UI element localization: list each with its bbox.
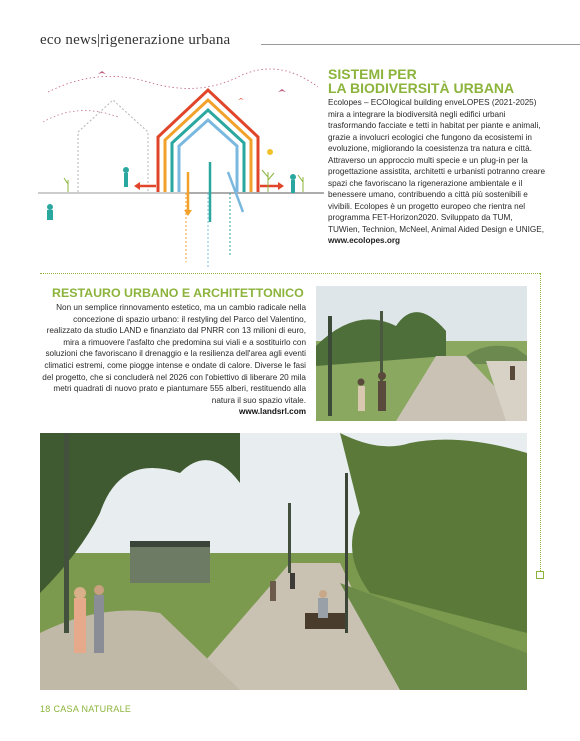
biodiversity-diagram	[38, 62, 324, 267]
page-number: 18	[40, 704, 51, 714]
park-path-photo	[316, 286, 527, 421]
section2-body: Non un semplice rinnovamento estetico, ma un cambio radicale nella concezione di spazio urbano: il restyling del Parco del Valentino, realizzato da studio LAND e finanziato dal PNRR con 13 milioni di euro, mira a rimuovere l'asfalto che predomina sui viali e a sostituirlo con soluzioni che favoriscano il drenaggio e la resilienza dell'area agli eventi climatici estremi, come piogge intense e ondate di calore. Diverse le fasi del progetto, che si concluderà nel 2026 con l'obiettivo di liberare 20 mila metri quadrati di nuovo prato e piantumare 555 alberi, restituendo alla natura il suo spazio vitale. www.landsrl.com	[40, 302, 306, 418]
ecolopes-link[interactable]: www.ecolopes.org	[328, 236, 401, 245]
page-footer	[40, 704, 131, 714]
ecological-envelope-layers	[158, 90, 258, 192]
section1-title: SISTEMI PER LA BIODIVERSITÀ URBANA	[328, 66, 515, 96]
landsrl-link[interactable]: www.landsrl.com	[238, 407, 306, 417]
insect-icon	[267, 149, 273, 155]
plant-icons	[64, 170, 303, 192]
root-lines	[186, 193, 230, 267]
left-house-outline	[78, 100, 148, 192]
section1-body: Ecolopes – ECOlogical building enveLOPES (2021-2025) mira a integrare la biodiversità negli edifici urbani trasformando facciate e tetti in habitat per piante e animali, grazie a involucri ecologici che fungono da ecosistemi in evoluzione, migliorando la coesistenza tra natura e città. Attraverso un approccio multi specie e un plug-in per la progettazione assistita, architetti e urbanisti potranno creare spazi che favoriscano la rigenerazione ambientale e il benessere umano, contribuendo a città più sostenibili e vivibili. Ecolopes è un progetto europeo che rientra nel programma FET-Horizon2020. Sviluppato da TUM, TUWien, Technion, McNeel, Animal Aided Design e UNIGE, www.ecolopes.org	[328, 98, 546, 245]
magazine-name: CASA NATURALE	[53, 704, 132, 714]
park-render-photo	[40, 433, 527, 690]
bird-icons	[98, 71, 286, 100]
section2-title: RESTAURO URBANO E ARCHITETTONICO	[52, 286, 304, 300]
header-rule	[261, 44, 580, 45]
section-header: eco news|rigenerazione urbana	[40, 32, 231, 48]
bird-flight-path	[48, 69, 318, 92]
section-divider-vertical	[540, 273, 541, 573]
divider-end-marker	[536, 571, 544, 579]
bird-flight-path-2	[43, 111, 118, 122]
section-divider	[40, 273, 540, 274]
